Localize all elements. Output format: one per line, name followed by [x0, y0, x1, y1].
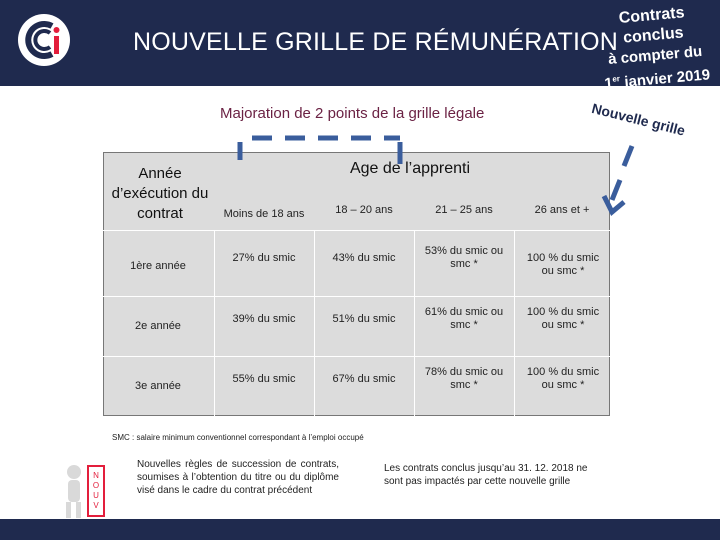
promo-line-2: à compter du	[607, 42, 703, 69]
column-header: 18 – 20 ans	[335, 204, 393, 216]
table-cell: 67% du smic	[332, 373, 396, 385]
column-header: Moins de 18 ans	[223, 208, 305, 220]
smc-footnote: SMC : salaire minimum conventionnel correspondant à l’emploi occupé	[112, 433, 364, 442]
table-cell: 78% du smic ou smc *	[424, 366, 504, 391]
column-header: 21 – 25 ans	[435, 204, 493, 216]
table-cell: 100 % du smic ou smc *	[526, 306, 600, 331]
table-cell: 100 % du smic ou smc *	[526, 366, 600, 391]
table-cell: 53% du smic ou smc *	[424, 245, 504, 270]
promo-day: 1	[603, 74, 614, 93]
row-label: 1ère année	[130, 260, 186, 272]
row-label: 3e année	[135, 380, 181, 392]
arrow-dash	[612, 180, 620, 200]
arrow-dash	[624, 146, 632, 166]
promo-day-suffix: er	[612, 74, 621, 84]
row-label: 2e année	[135, 320, 181, 332]
table-cell: 61% du smic ou smc *	[424, 306, 504, 331]
icon-letter: U	[93, 491, 99, 500]
table-cell: 55% du smic	[232, 373, 296, 385]
table-cell: 100 % du smic ou smc *	[526, 252, 600, 277]
page-title: NOUVELLE GRILLE DE RÉMUNÉRATION	[133, 28, 619, 56]
subtitle: Majoration de 2 points de la grille légale	[220, 105, 485, 122]
icon-letter: V	[93, 501, 99, 510]
table-cell: 39% du smic	[232, 313, 296, 325]
table-cell: 27% du smic	[232, 252, 296, 264]
icon-letter: N	[93, 471, 99, 480]
column-header: 26 ans et +	[534, 204, 590, 216]
table-cell: 51% du smic	[332, 313, 396, 325]
notepad-figure-icon	[62, 462, 110, 520]
row-header: Année d’exécution du contrat	[111, 165, 209, 222]
footer-band	[0, 519, 720, 540]
promo-line-1: Contrats conclus	[618, 4, 686, 47]
promo-date: janvier 2019	[619, 66, 711, 92]
note-contrats: Les contrats conclus jusqu’au 31. 12. 2018 ne sont pas impactés par cette nouvelle grille	[384, 463, 588, 487]
group-header: Age de l’apprenti	[349, 160, 471, 177]
table-cell: 43% du smic	[332, 252, 396, 264]
icon-letter: O	[92, 481, 100, 490]
note-succession: Nouvelles règles de succession de contrats, soumises à l’obtention du titre ou du diplôme visé dans le cadre du contrat précédent	[137, 459, 339, 496]
nouvelle-grille-label: Nouvelle grille	[590, 100, 687, 139]
